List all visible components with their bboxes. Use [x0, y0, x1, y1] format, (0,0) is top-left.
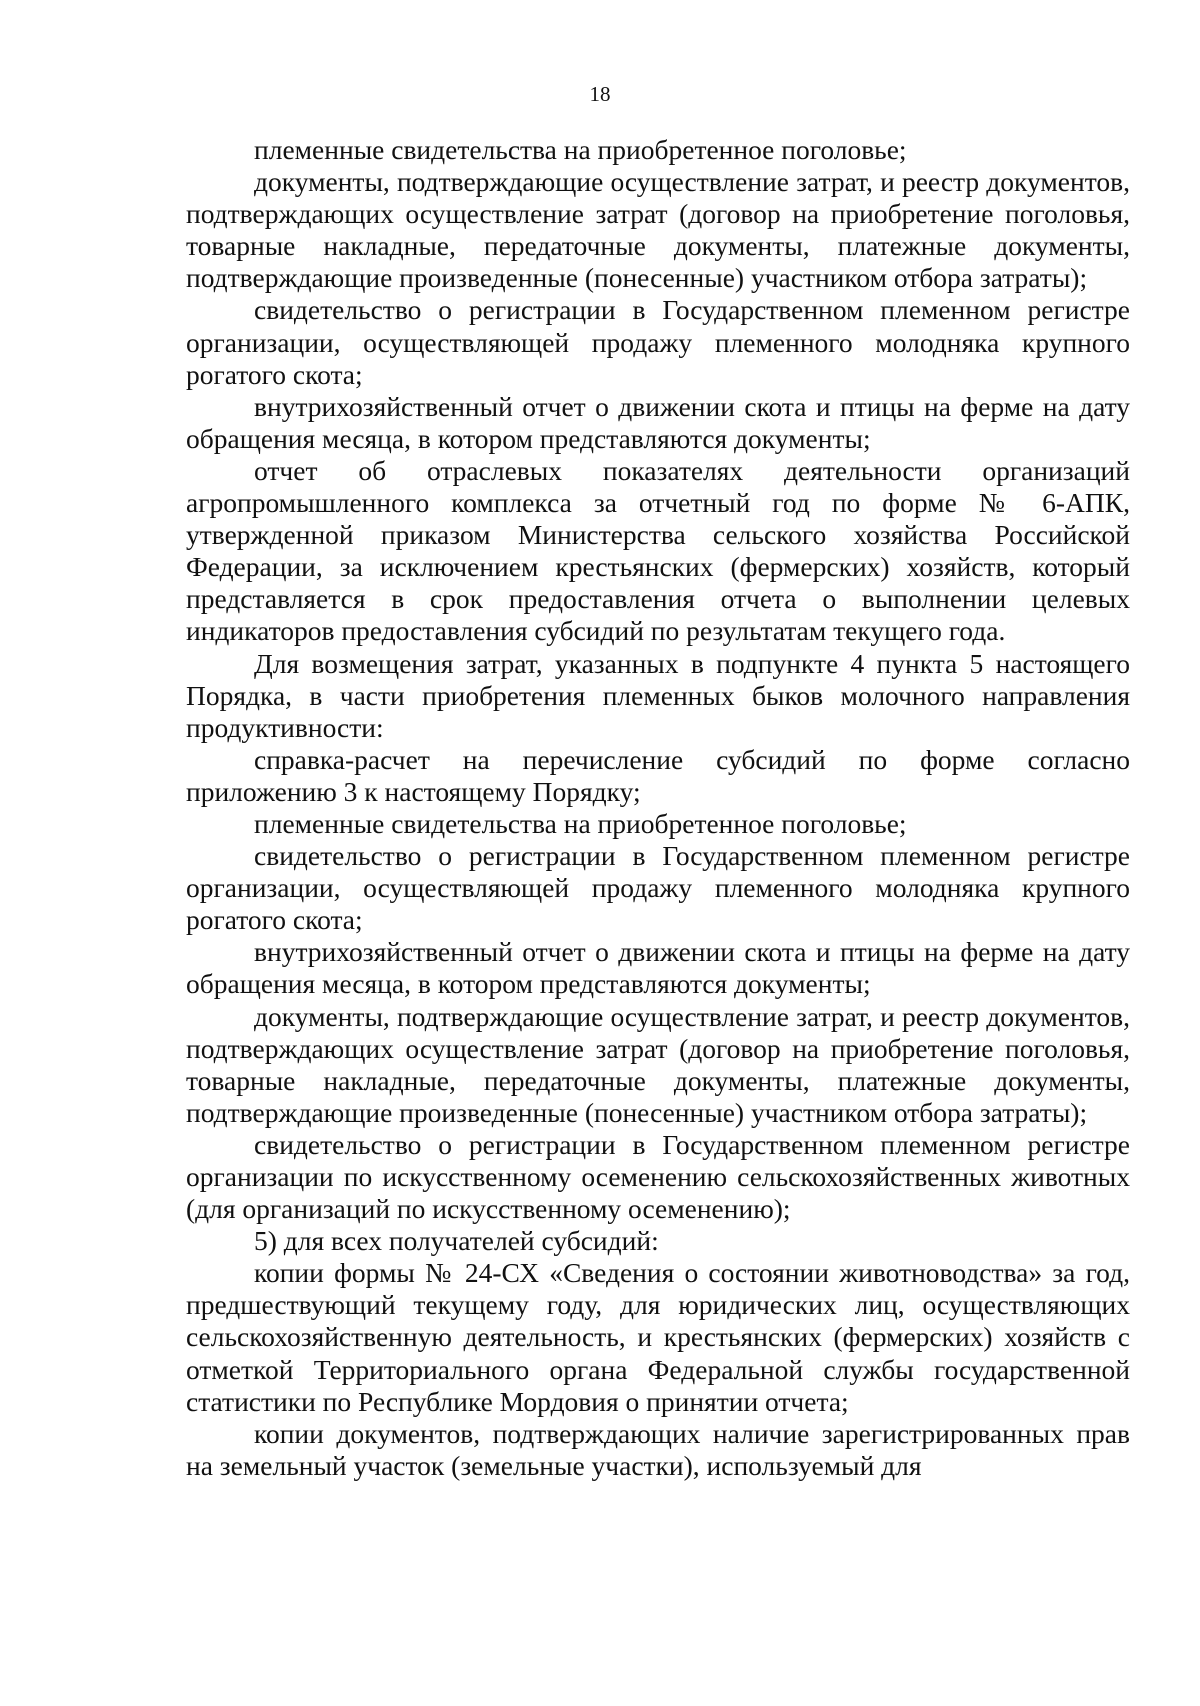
page-number: 18 [589, 82, 611, 106]
paragraph: Для возмещения затрат, указанных в подпункте 4 пункта 5 настоящего Порядка, в части приобретения племенных быков молочного направления продуктивности: [186, 647, 1130, 743]
paragraph: внутрихозяйственный отчет о движении скота и птицы на ферме на дату обращения месяца, в котором представляются документы; [186, 390, 1130, 454]
paragraph: 5) для всех получателей субсидий: [254, 1225, 659, 1257]
paragraph: документы, подтверждающие осуществление затрат, и реестр документов, подтверждающих осуществление затрат (договор на приобретение поголовья, товарные накладные, передаточные документы, платежные документы, подтверждающие произведенные (понесенные) участником отбора затраты); [186, 1000, 1130, 1128]
paragraph: свидетельство о регистрации в Государственном племенном регистре организации, осуществляющей продажу племенного молодняка крупного рогатого скота; [186, 294, 1130, 390]
paragraph: внутрихозяйственный отчет о движении скота и птицы на ферме на дату обращения месяца, в котором представляются документы; [186, 936, 1130, 1000]
paragraph: документы, подтверждающие осуществление затрат, и реестр документов, подтверждающих осуществление затрат (договор на приобретение поголовья, товарные накладные, передаточные документы, платежные документы, подтверждающие произведенные (понесенные) участником отбора затраты); [186, 166, 1130, 294]
document-body [186, 134, 1130, 1482]
paragraph: копии документов, подтверждающих наличие зарегистрированных прав на земельный участок (земельные участки), используемый для [186, 1417, 1130, 1481]
paragraph: отчет об отраслевых показателях деятельности организаций агропромышленного комплекса за отчетный год по форме № 6-АПК, утвержденной приказом Министерства сельского хозяйства Российской Федерации, за исключением крестьянских (фермерских) хозяйств, который представляется в срок предоставления отчета о выполнении целевых индикаторов предоставления субсидий по результатам текущего года. [186, 454, 1130, 647]
paragraph: справка-расчет на перечисление субсидий по форме согласно приложению 3 к настоящему Порядку; [186, 743, 1130, 807]
paragraph: племенные свидетельства на приобретенное поголовье; [254, 134, 907, 165]
paragraph: копии формы № 24-СХ «Сведения о состоянии животноводства» за год, предшествующий текущему году, для юридических лиц, осуществляющих сельскохозяйственную деятельность, и крестьянских (фермерских) хозяйств с отметкой Территориального органа Федеральной службы государственной статистики по Республике Мордовия о принятии отчета; [186, 1257, 1130, 1417]
paragraph: племенные свидетельства на приобретенное поголовье; [254, 807, 907, 839]
paragraph: свидетельство о регистрации в Государственном племенном регистре организации, осуществляющей продажу племенного молодняка крупного рогатого скота; [186, 840, 1130, 936]
paragraph: свидетельство о регистрации в Государственном племенном регистре организации по искусственному осеменению сельскохозяйственных животных (для организаций по искусственному осеменению); [186, 1128, 1130, 1225]
